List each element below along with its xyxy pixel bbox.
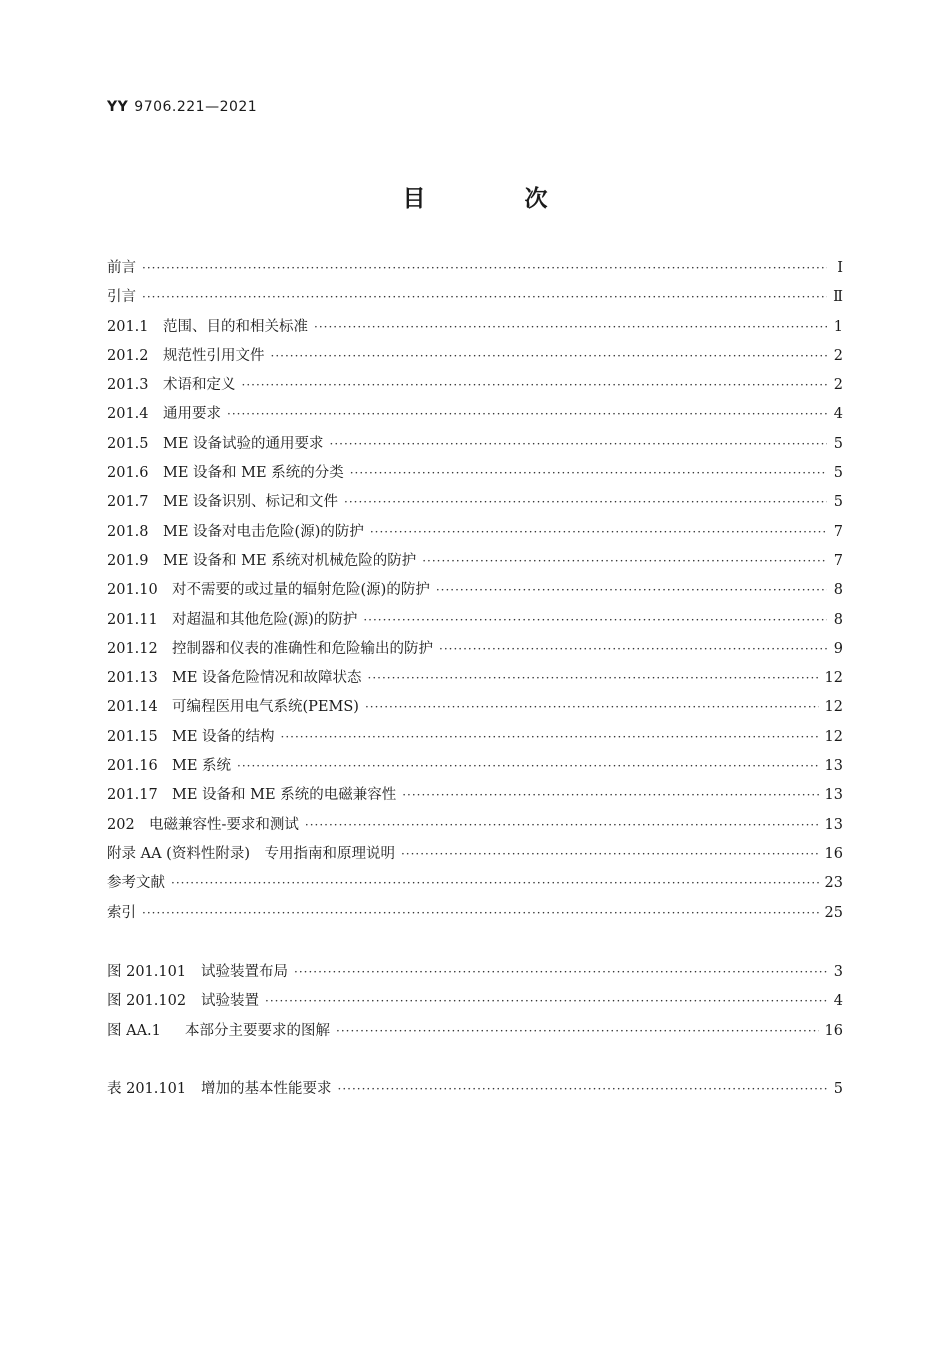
toc-entry-page: 3 [833, 964, 843, 980]
toc-entry-page: 16 [824, 845, 843, 862]
toc-entry-page: 5 [833, 435, 843, 452]
dot-leader [227, 407, 827, 421]
toc-entry-label: 增加的基本性能要求 [201, 1081, 332, 1097]
toc-entry[interactable] [107, 842, 843, 871]
page-title: 目 次 [402, 186, 586, 212]
toc-entry-label: ME 设备危险情况和故障状态 [172, 670, 362, 687]
toc-entry-label: ME 设备试验的通用要求 [163, 435, 324, 452]
toc-entry-label: 本部分主要要求的图解 [185, 1022, 330, 1039]
toc-entry[interactable] [107, 578, 843, 607]
toc-entry[interactable] [107, 608, 843, 637]
toc-entry-number: 201.16 [107, 758, 158, 775]
toc-entry-page: 23 [824, 875, 843, 892]
toc-entry-label: 对超温和其他危险(源)的防护 [172, 611, 358, 628]
toc-main-list [107, 256, 843, 930]
toc-entry[interactable] [107, 1077, 843, 1106]
toc-entry-number: 201.4 [107, 406, 149, 423]
dot-leader [439, 642, 827, 656]
toc-entry-label: ME 设备和 ME 系统对机械危险的防护 [163, 552, 417, 569]
toc-entry-page: 9 [833, 640, 843, 657]
toc-entry-page: 12 [824, 699, 843, 716]
dot-leader [368, 671, 819, 685]
toc-entry-number: 201.7 [107, 494, 149, 511]
toc-entry-page: 5 [833, 1081, 843, 1097]
toc-entry-label: 附录 AA (资料性附录) 专用指南和原理说明 [107, 845, 395, 862]
dot-leader [142, 906, 819, 920]
standard-number: 9706.221—2021 [134, 99, 258, 115]
dot-leader [314, 320, 827, 334]
toc-entry-page: 12 [824, 728, 843, 745]
toc-entry-page: 4 [833, 993, 843, 1010]
dot-leader [265, 994, 827, 1008]
toc-entry[interactable] [107, 960, 843, 989]
toc-entry-page: 13 [824, 816, 843, 833]
toc-entry[interactable] [107, 285, 843, 314]
toc-entry-page: 5 [833, 494, 843, 511]
toc-entry-page: 7 [833, 552, 843, 569]
toc-entry[interactable] [107, 520, 843, 549]
toc-entry-number: 201.14 [107, 699, 158, 716]
toc-entry[interactable] [107, 432, 843, 461]
toc-entry[interactable] [107, 783, 843, 812]
toc-entry[interactable] [107, 256, 843, 285]
dot-leader [281, 730, 819, 744]
toc-entry[interactable] [107, 490, 843, 519]
toc-entry-page: 25 [824, 904, 843, 921]
dot-leader [237, 759, 819, 773]
toc-entry-number: 201.10 [107, 582, 158, 599]
toc-entry-label: ME 设备和 ME 系统的分类 [163, 465, 344, 482]
toc-entry-number: 表 201.101 [107, 1081, 187, 1097]
toc-entry-label: 术语和定义 [163, 377, 236, 394]
toc-entry-label: ME 设备和 ME 系统的电磁兼容性 [172, 787, 397, 804]
toc-entry-number: 201.5 [107, 435, 149, 452]
toc-entry[interactable] [107, 901, 843, 930]
dot-leader [271, 349, 828, 363]
toc-entry-page: 4 [833, 406, 843, 423]
toc-entry-number: 201.3 [107, 377, 149, 394]
document-code [107, 99, 257, 115]
toc-entry-label: ME 设备的结构 [172, 728, 275, 745]
toc-entry-page: 13 [824, 787, 843, 804]
toc-entry[interactable] [107, 989, 843, 1018]
toc-entry[interactable] [107, 871, 843, 900]
toc-table-list [107, 1077, 843, 1106]
toc-entry-number: 201.9 [107, 552, 149, 569]
toc-entry-number: 201.1 [107, 318, 149, 335]
toc-entry[interactable] [107, 461, 843, 490]
toc-entry-page: Ⅱ [833, 289, 843, 306]
toc-entry-label: 前言 [107, 260, 136, 276]
toc-entry-page: 2 [833, 377, 843, 394]
toc-entry-label: ME 系统 [172, 758, 232, 775]
dot-leader [142, 261, 827, 275]
dot-leader [294, 965, 827, 979]
toc-entry-label: 规范性引用文件 [163, 347, 265, 364]
toc-entry-number: 201.13 [107, 670, 158, 687]
toc-entry-page: 13 [824, 758, 843, 775]
dot-leader [422, 554, 827, 568]
toc-entry-label: 可编程医用电气系统(PEMS) [172, 699, 359, 716]
toc-entry[interactable] [107, 725, 843, 754]
toc-entry-label: 试验装置布局 [201, 964, 288, 980]
toc-entry[interactable] [107, 315, 843, 344]
toc-entry-page: 1 [833, 318, 843, 335]
toc-entry-page: Ⅰ [837, 260, 843, 276]
toc-entry-page: 5 [833, 465, 843, 482]
toc-entry-number: 201.17 [107, 787, 158, 804]
dot-leader [330, 437, 827, 451]
toc-entry-page: 7 [833, 523, 843, 540]
toc-entry-label: 通用要求 [163, 406, 221, 423]
toc-entry-label: 范围、目的和相关标准 [163, 318, 308, 335]
toc-entry-label: 引言 [107, 289, 136, 306]
toc-entry-label: 电磁兼容性-要求和测试 [149, 816, 299, 833]
toc-entry[interactable] [107, 695, 843, 724]
toc-entry-number: 201.11 [107, 611, 158, 628]
toc-entry[interactable] [107, 344, 843, 373]
toc-entry-number: 201.8 [107, 523, 149, 540]
toc-entry[interactable] [107, 813, 843, 842]
toc-entry-page: 8 [833, 611, 843, 628]
dot-leader [344, 495, 827, 509]
dot-leader [338, 1082, 828, 1096]
dot-leader [363, 613, 827, 627]
toc-entry-label: 索引 [107, 904, 136, 921]
toc-entry[interactable] [107, 1019, 843, 1048]
toc-entry-label: 参考文献 [107, 875, 165, 892]
toc-entry-number: 图 201.101 [107, 964, 187, 980]
toc-entry-number: 202 [107, 816, 135, 833]
toc-entry-page: 16 [824, 1022, 843, 1039]
toc-entry[interactable] [107, 549, 843, 578]
toc-entry-number: 201.12 [107, 640, 158, 657]
dot-leader [305, 818, 819, 832]
toc-entry-number: 201.2 [107, 347, 149, 364]
toc-entry[interactable] [107, 402, 843, 431]
toc-entry-number: 201.15 [107, 728, 158, 745]
toc-entry[interactable] [107, 754, 843, 783]
dot-leader [142, 290, 827, 304]
dot-leader [336, 1024, 819, 1038]
dot-leader [402, 788, 818, 802]
dot-leader [171, 876, 819, 890]
dot-leader [436, 583, 827, 597]
dot-leader [365, 700, 819, 714]
toc-entry-label: ME 设备对电击危险(源)的防护 [163, 523, 364, 540]
dot-leader [401, 847, 819, 861]
toc-entry-label: ME 设备识别、标记和文件 [163, 494, 339, 511]
toc-entry-page: 8 [833, 582, 843, 599]
dot-leader [370, 525, 827, 539]
toc-entry-page: 12 [824, 670, 843, 687]
dot-leader [242, 378, 828, 392]
toc-entry-label: 试验装置 [201, 993, 259, 1010]
toc-entry-number: 图 201.102 [107, 993, 187, 1010]
toc-entry-label: 对不需要的或过量的辐射危险(源)的防护 [172, 582, 430, 599]
toc-entry-number: 201.6 [107, 465, 149, 482]
dot-leader [350, 466, 827, 480]
toc-entry[interactable] [107, 666, 843, 695]
toc-figure-list [107, 960, 843, 1048]
toc-entry[interactable] [107, 637, 843, 666]
toc-entry-label: 控制器和仪表的准确性和危险输出的防护 [172, 640, 433, 657]
toc-entry-page: 2 [833, 347, 843, 364]
toc-entry-number: 图 AA.1 [107, 1022, 161, 1039]
toc-entry[interactable] [107, 373, 843, 402]
standard-prefix: YY [107, 99, 129, 115]
